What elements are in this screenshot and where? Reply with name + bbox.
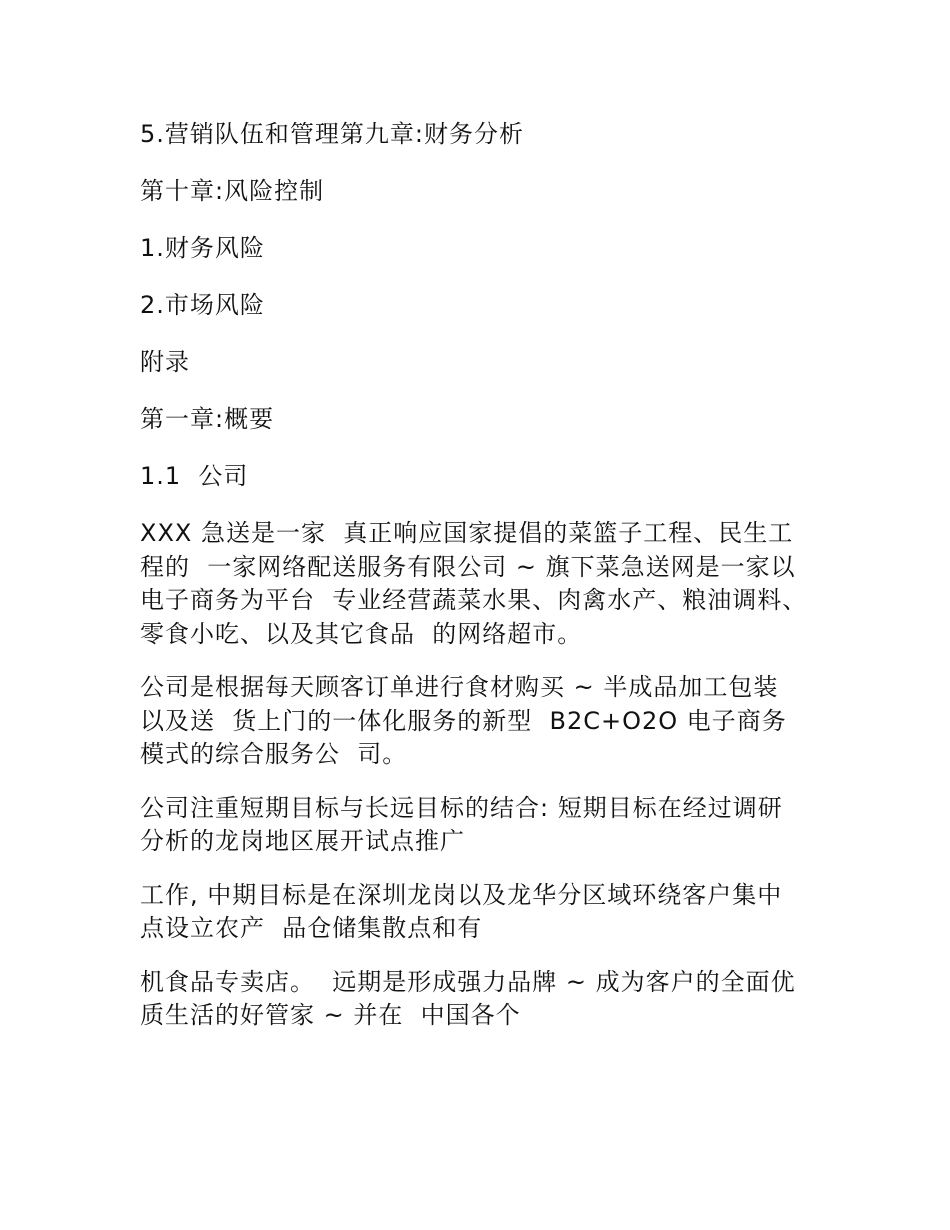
heading-line: 第十章:风险控制 bbox=[140, 177, 325, 205]
paragraph-line: 模式的综合服务公 司。 bbox=[140, 740, 408, 768]
paragraph-long-term-goal bbox=[140, 966, 820, 1033]
paragraph-mid-term-goal bbox=[140, 879, 820, 946]
heading-line: 1.1 公司 bbox=[140, 462, 249, 490]
heading-line: 第一章:概要 bbox=[140, 405, 275, 433]
paragraph-line: 以及送 货上门的一体化服务的新型 B2C+O2O 电子商务 bbox=[140, 706, 787, 735]
paragraph-line: XXX 急送是一家 真正响应国家提倡的菜篮子工程、民生工 bbox=[140, 519, 794, 547]
paragraph-line: 零食小吃、以及其它食品 的网络超市。 bbox=[140, 619, 583, 648]
heading-line: 1.财务风险 bbox=[140, 234, 265, 262]
document-body bbox=[140, 118, 820, 1053]
heading-line: 2.市场风险 bbox=[140, 291, 265, 319]
heading-line: 附录 bbox=[140, 348, 190, 376]
paragraph-line: 分析的龙岗地区展开试点推广 bbox=[140, 827, 465, 855]
paragraph-line: 机食品专卖店。 远期是形成强力品牌 ~ 成为客户的全面优 bbox=[140, 967, 796, 996]
paragraph-company-intro bbox=[140, 517, 820, 651]
paragraph-line: 公司是根据每天顾客订单进行食材购买 ~ 半成品加工包装 bbox=[140, 673, 779, 701]
paragraph-line: 公司注重短期目标与长远目标的结合: 短期目标在经过调研 bbox=[140, 793, 783, 822]
heading-line: 5.营销队伍和管理第九章:财务分析 bbox=[140, 120, 524, 148]
paragraph-business-model bbox=[140, 671, 820, 772]
paragraph-line: 电子商务为平台 专业经营蔬菜水果、肉禽水产、粮油调料、 bbox=[140, 586, 808, 614]
paragraph-line: 质生活的好管家 ~ 并在 中国各个 bbox=[140, 1001, 521, 1029]
paragraph-line: 程的 一家网络配送服务有限公司 ~ 旗下菜急送网是一家以 bbox=[140, 552, 796, 581]
paragraph-line: 工作, 中期目标是在深圳龙岗以及龙华分区域环绕客户集中 bbox=[140, 880, 783, 909]
paragraph-line: 点设立农产 品仓储集散点和有 bbox=[140, 914, 483, 942]
paragraph-short-term-goal bbox=[140, 792, 820, 859]
